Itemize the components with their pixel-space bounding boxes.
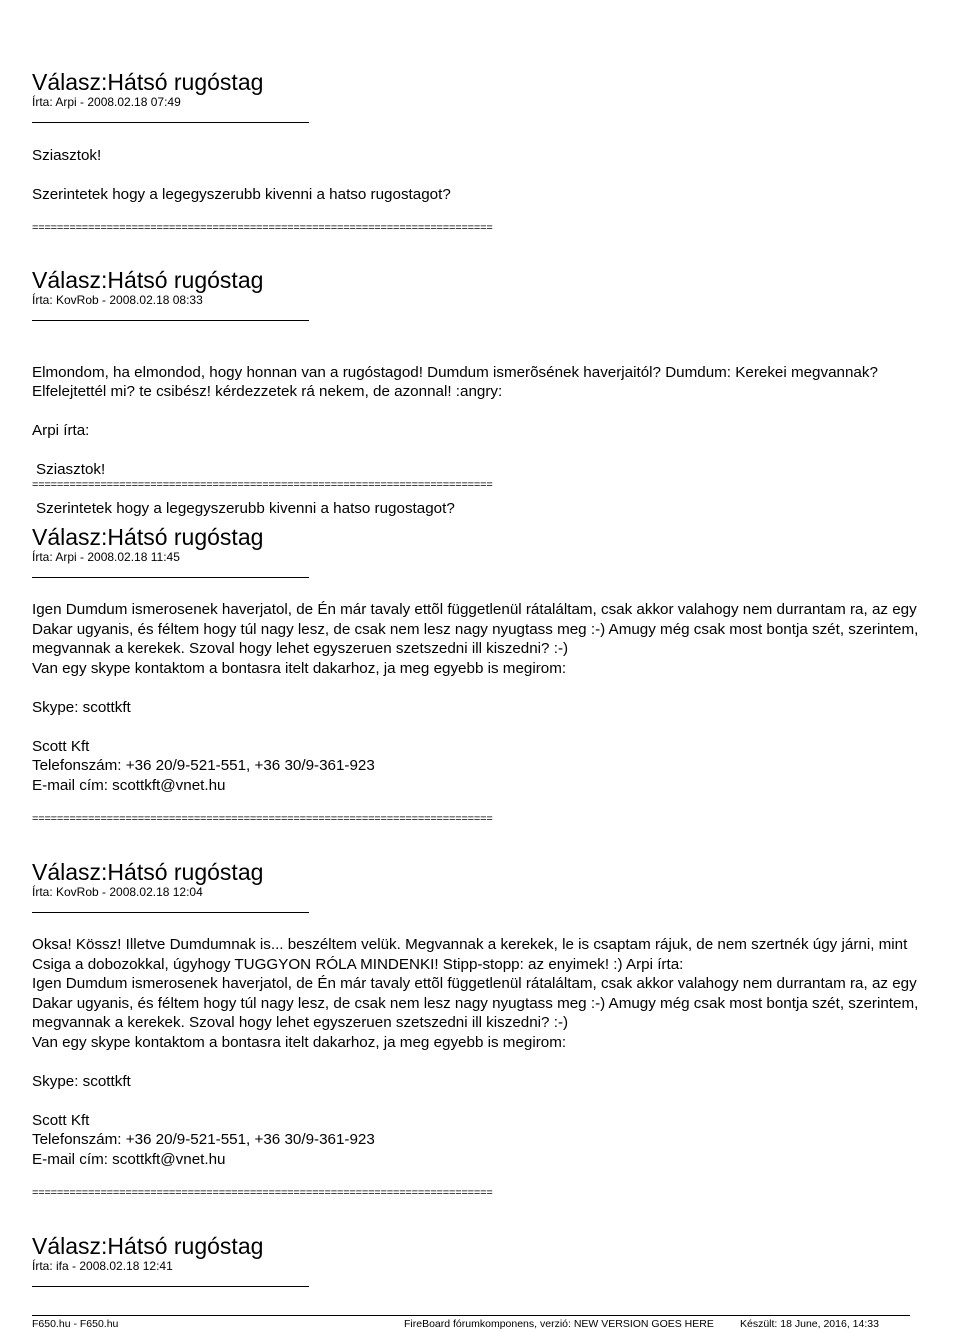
post-separator: ========================================================================== — [32, 813, 493, 825]
post-body: Igen Dumdum ismerosenek haverjatol, de Én már tavaly ettõl függetlenül rátaláltam, csak akkor valahogy nem durrantam ra, az egy Dakar ugyanis, és féltem hogy túl nagy lesz, de csak nem lesz nagy nyugtass meg :-) Amugy még csak most bontja szét, szerintem, megvannak a kerekek. Szoval hogy lehet egyszeruen szetszedni ill kiszedni? :-) Van egy skype kontaktom a bontasra itelt dakarhoz, ja meg egyebb is megirom: Skype: scottkft Scott Kft Telefonszám: +36 20/9-521-551, +36 30/9-361-923 E-mail cím: scottkft@vnet.hu — [32, 601, 919, 794]
post-title: Válasz:Hátsó rugóstag — [32, 1233, 264, 1259]
post-meta: Írta: Arpi - 2008.02.18 11:45 — [32, 550, 180, 564]
footer-component: FireBoard fórumkomponens, verzió: NEW VERSION GOES HERE — [404, 1318, 714, 1330]
quote-text: Sziasztok! Szerintetek hogy a legegyszerubb kivenni a hatso rugostagot? — [36, 461, 455, 517]
post-divider — [32, 320, 309, 321]
quote-author: Arpi írta: — [32, 422, 90, 439]
post-separator: ========================================================================== — [32, 222, 493, 234]
post-separator: ========================================================================== — [32, 479, 493, 491]
post-title: Válasz:Hátsó rugóstag — [32, 524, 264, 550]
post-meta: Írta: ifa - 2008.02.18 12:41 — [32, 1259, 173, 1273]
post-divider — [32, 577, 309, 578]
post-divider — [32, 122, 309, 123]
footer-site: F650.hu - F650.hu — [32, 1318, 119, 1330]
post-separator: ========================================================================== — [32, 1187, 493, 1199]
post-divider — [32, 912, 309, 913]
footer-generated: Készült: 18 June, 2016, 14:33 — [740, 1318, 879, 1330]
post-meta: Írta: KovRob - 2008.02.18 12:04 — [32, 885, 203, 899]
post-title: Válasz:Hátsó rugóstag — [32, 69, 264, 95]
footer-divider — [32, 1315, 910, 1316]
post-title: Válasz:Hátsó rugóstag — [32, 267, 264, 293]
post-body: Sziasztok! Szerintetek hogy a legegyszerubb kivenni a hatso rugostagot? — [32, 147, 451, 203]
post-body: Oksa! Kössz! Illetve Dumdumnak is... beszéltem velük. Megvannak a kerekek, le is csaptam rájuk, de nem szertnék úgy járni, mint Csiga a dobozokkal, úgyhogy TUGGYON RÓLA MINDENKI! Stipp-stopp: az enyimek! :) Arpi írta: Igen Dumdum ismerosenek haverjatol, de Én már tavaly ettõl függetlenül rátaláltam, csak akkor valahogy nem durrantam ra, az egy Dakar ugyanis, és féltem hogy túl nagy lesz, de csak nem lesz nagy nyugtass meg :-) Amugy még csak most bontja szét, szerintem, megvannak a kerekek. Szoval hogy lehet egyszeruen szetszedni ill kiszedni? :-) Van egy skype kontaktom a bontasra itelt dakarhoz, ja meg egyebb is megirom: Skype: scottkft Scott Kft Telefonszám: +36 20/9-521-551, +36 30/9-361-923 E-mail cím: scottkft@vnet.hu — [32, 936, 919, 1168]
post-body-text: Elmondom, ha elmondod, hogy honnan van a rugóstagod! Dumdum ismerõsének haverjaitól? Dumdum: Kerekei megvannak? Elfelejtettél mi? te csibész! kérdezzetek rá nekem, de azonnal! :angry: — [32, 363, 878, 400]
post-meta: Írta: Arpi - 2008.02.18 07:49 — [32, 95, 181, 109]
post-divider — [32, 1286, 309, 1287]
post-meta: Írta: KovRob - 2008.02.18 08:33 — [32, 293, 203, 307]
post-title: Válasz:Hátsó rugóstag — [32, 859, 264, 885]
post-body — [32, 343, 942, 538]
